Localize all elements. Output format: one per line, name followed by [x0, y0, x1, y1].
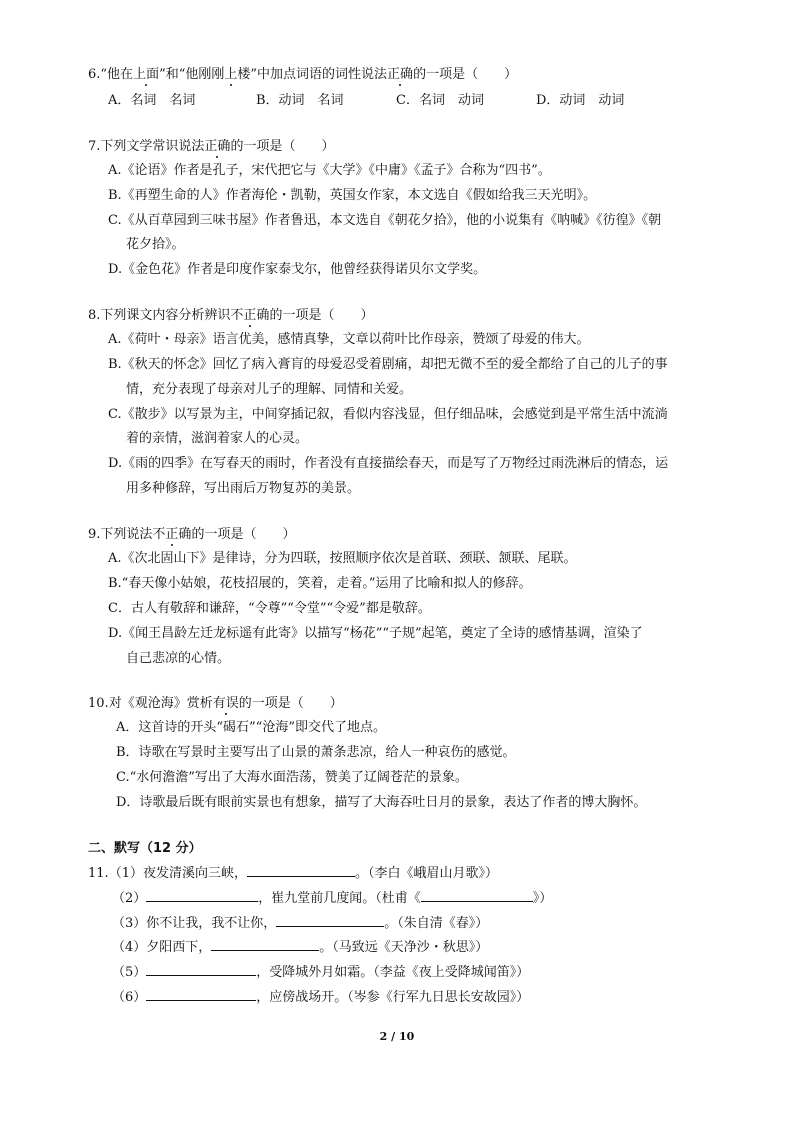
- question-number: 9.: [88, 527, 101, 542]
- section-title: 二、默写（12 分）: [88, 841, 202, 856]
- question-number: 7.: [88, 139, 101, 154]
- question-11-item-5: [112, 962, 529, 982]
- stem-text: “他在: [100, 67, 134, 82]
- question-9-stem: [88, 526, 295, 544]
- item-text: ，受降城外月如霜。（李益《夜上受降城闻笛》）: [256, 965, 530, 980]
- stem-text: 的一项是（ ）: [191, 527, 296, 542]
- stem-text: 下列课文内容分析辨识: [100, 308, 231, 323]
- dotted-word: 有误: [212, 696, 239, 711]
- option-b[interactable]: B.《再塑生命的人》作者海伦・凯勒，英国女作家，本文选自《假如给我三天光明》。: [108, 188, 597, 203]
- option-a[interactable]: A．这首诗的开头“碣石”“沧海”即交代了地点。: [116, 720, 386, 735]
- item-text: （6）: [112, 990, 147, 1005]
- answer-blank[interactable]: [211, 937, 319, 951]
- option-a[interactable]: A.《荷叶・母亲》语言优美，感情真挚，文章以荷叶比作母亲，赞颂了母爱的伟大。: [108, 332, 590, 347]
- question-number: 11.: [88, 866, 109, 881]
- question-11-item-1: [88, 863, 498, 883]
- option-d-continued: 自己悲凉的心情。: [126, 651, 231, 666]
- option-d[interactable]: D.《金色花》作者是印度作家泰戈尔，他曾经获得诺贝尔文学奖。: [108, 262, 487, 277]
- item-text: 。（马致远《天净沙・秋思》）: [319, 940, 489, 955]
- question-11-item-2: [112, 888, 552, 908]
- answer-blank[interactable]: [276, 913, 384, 927]
- dotted-word: 正确: [387, 67, 414, 82]
- question-6-options: [108, 92, 624, 110]
- stem-text: 下列文学常识说法: [100, 139, 205, 154]
- item-text: 。（朱自清《春》）: [384, 916, 489, 931]
- item-text: ，崔九堂前几度闻。（杜甫《: [258, 891, 421, 906]
- question-11-item-6: [112, 987, 529, 1007]
- dotted-word: 正确: [204, 139, 231, 154]
- question-8-stem: [88, 307, 373, 325]
- stem-text: 的一项是（ ）: [413, 67, 518, 82]
- question-6-stem: [88, 66, 517, 84]
- item-text: （4）夕阳西下，: [112, 940, 212, 955]
- answer-blank[interactable]: [247, 863, 355, 877]
- stem-text: 的一项是（ ）: [230, 139, 335, 154]
- stem-text: 对《观沧海》赏析: [108, 696, 213, 711]
- dotted-word: 不正确: [230, 308, 270, 323]
- dotted-word: 不正确: [152, 527, 192, 542]
- option-c[interactable]: C．名词 动词: [396, 93, 484, 108]
- question-11-item-4: [112, 937, 488, 957]
- question-10-stem: [88, 695, 343, 713]
- item-text: 。（李白《峨眉山月歌》）: [354, 866, 498, 881]
- option-c[interactable]: C.“水何澹澹”写出了大海水面浩荡，赞美了辽阔苍茫的景象。: [116, 770, 468, 785]
- page-number: 2 / 10: [379, 1030, 415, 1043]
- option-b[interactable]: B.《秋天的怀念》回忆了病入膏肓的母爱忍受着剧痛，却把无微不至的爱全都给了自己的儿子的事: [108, 357, 668, 372]
- question-11-item-3: [112, 913, 488, 933]
- question-7-stem: [88, 138, 334, 156]
- option-b[interactable]: B．动词 名词: [256, 93, 344, 108]
- option-d[interactable]: D.《闻王昌龄左迁龙标遥有此寄》以描写“杨花”“子规”起笔，奠定了全诗的感情基调，渲染了: [108, 626, 643, 641]
- option-d[interactable]: D．诗歌最后既有眼前实景也有想象，描写了大海吞吐日月的景象，表达了作者的博大胸怀。: [116, 795, 647, 810]
- option-b[interactable]: B.“春天像小姑娘，花枝招展的，笑着，走着。”运用了比喻和拟人的修辞。: [108, 576, 532, 591]
- answer-blank[interactable]: [146, 888, 258, 902]
- option-c-continued: 花夕拾》。: [126, 237, 185, 252]
- item-text: （2）: [112, 891, 147, 906]
- option-d-continued: 用多种修辞，写出雨后万物复苏的美景。: [126, 481, 361, 496]
- stem-text: ”和“他刚刚: [159, 67, 225, 82]
- option-d[interactable]: D.《雨的四季》在写春天的雨时，作者没有直接描绘春天，而是写了万物经过雨洗淋后的情态，运: [108, 456, 669, 471]
- answer-blank[interactable]: [421, 888, 533, 902]
- dotted-word: 上: [224, 67, 238, 82]
- item-text: （5）: [112, 965, 147, 980]
- option-b-continued: 情，充分表现了母亲对儿子的理解、同情和关爱。: [126, 382, 413, 397]
- answer-blank[interactable]: [146, 987, 256, 1001]
- item-text: 》）: [532, 891, 553, 906]
- question-number: 8.: [88, 308, 101, 323]
- dotted-word: 上面: [133, 67, 160, 82]
- option-c[interactable]: C.《散步》以写景为主，中间穿插记叙，看似内容浅显，但仔细品味，会感觉到是平常生活中流淌: [108, 407, 668, 422]
- option-a[interactable]: A.《次北固山下》是律诗，分为四联，按照顺序依次是首联、颈联、颔联、尾联。: [108, 551, 577, 566]
- option-c-continued: 着的亲情，滋润着家人的心灵。: [126, 431, 309, 446]
- question-number: 10.: [88, 696, 109, 711]
- stem-text: 楼”中加点词语的词性说法: [237, 67, 388, 82]
- stem-text: 的一项是（ ）: [238, 696, 343, 711]
- option-c[interactable]: C．古人有敬辞和谦辞，“令尊”“令堂”“令爱”都是敬辞。: [108, 601, 431, 616]
- option-b[interactable]: B．诗歌在写景时主要写出了山景的萧条悲凉，给人一种哀伤的感觉。: [116, 745, 516, 760]
- option-a[interactable]: A.《论语》作者是孔子，宋代把它与《大学》《中庸》《孟子》合称为“四书”。: [108, 163, 551, 178]
- item-text: （3）你不让我，我不让你，: [112, 916, 277, 931]
- item-text: ，应傍战场开。（岑参《行军九日思长安故园》）: [256, 990, 530, 1005]
- answer-blank[interactable]: [146, 962, 256, 976]
- item-text: （1）夜发清溪向三峡，: [108, 866, 247, 881]
- option-c[interactable]: C.《从百草园到三味书屋》作者鲁迅，本文选自《朝花夕拾》，他的小说集有《呐喊》《彷徨》《朝: [108, 213, 662, 228]
- stem-text: 的一项是（ ）: [269, 308, 374, 323]
- option-d[interactable]: D．动词 动词: [536, 93, 625, 108]
- stem-text: 下列说法: [100, 527, 153, 542]
- option-a[interactable]: A．名词 名词: [108, 93, 196, 108]
- question-number: 6.: [88, 67, 101, 82]
